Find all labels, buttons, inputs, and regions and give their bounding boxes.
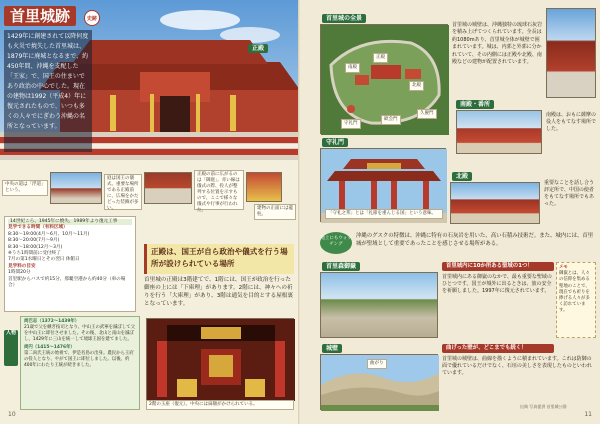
person1-name: 尚巴志（1372〜1439年） <box>24 319 80 324</box>
caption-shurei: 「守礼之邦」とは「礼節を重んじる国」という意味。 <box>325 209 443 219</box>
fee-title: 見学料の目安 <box>8 263 36 269</box>
title-badge: 史跡 <box>84 10 100 26</box>
person-box <box>20 316 140 410</box>
hokuden-label: 北殿 <box>452 172 472 181</box>
caption-kanshu: 庭は国王の儀式、重要な場所である正殿前に、広場をかたどった装飾が多い。 <box>104 174 142 210</box>
zentai-label: 首里城の全景 <box>322 14 366 23</box>
small-photo-1 <box>50 172 102 204</box>
small-photo-3 <box>246 172 282 202</box>
small-photo-2 <box>144 172 192 204</box>
zentai-text: 首里城の城壁は、沖縄独特の琉球石灰岩を積み上げてつくられています。全長は約1080mあり、首里城全体が城壁で囲まれています。城は、内郭と外郭に分かれていて、その内側には正殿や北殿、南殿などの建物が配置されています。 <box>452 22 543 66</box>
map-label-hokuden: 北殿 <box>409 81 424 91</box>
person-label: 人物 <box>4 330 18 366</box>
person1-text: 21歳で父を継ぎ按司となり、中山王の武寧を滅ぼして父を中山王に即位させました。その後、北山と南山を滅ぼし、1429年に三山を統一して琉球王国を建てました。 <box>24 325 135 342</box>
joheki-heading: 曲げった壁が、どこまでも続く！ <box>442 344 554 353</box>
section2-heading: 正殿は、国王が自ら政治や儀式を行う場所が設けられている場所 <box>144 244 294 274</box>
credit: 出典 写真提供 首里城公園 <box>520 404 567 409</box>
caption-ukimichi: 中央の道は「浮道」という。 <box>2 180 48 196</box>
caption-ryuchu: 建物の正面には龍柱。 <box>254 204 296 220</box>
nanden-label: 南殿・番所 <box>456 100 494 109</box>
joheki-label: 城壁 <box>322 344 342 353</box>
tips-text: 沖縄のグスクの特徴は、沖縄に特有の石灰岩を用いた、高い石積み技術だ。また、城内には、首里城が聖域として重要であったことを感じさせる場所がある。 <box>356 233 594 247</box>
person2-name: 尚円（1415〜1476年） <box>24 345 75 350</box>
top-right-photo <box>546 8 596 98</box>
page-title: 首里城跡 <box>4 6 76 26</box>
caption-throne: 2階の玉座（復元）。中央には扁額がかけられている。 <box>146 400 294 410</box>
access-info: 首里駅からバスで約15分、那覇空港から約40分（車の場合） <box>8 276 126 289</box>
info-date: 14世紀ころ、1945年に焼失、1989年より復元工事 <box>8 219 132 225</box>
closed-days: 7月の第1水曜日とその翌日 休館日 <box>8 257 80 263</box>
right-page <box>300 0 600 424</box>
shurei-label: 守礼門 <box>322 138 348 147</box>
hours-line: 8:30〜18:00(12月〜3月) <box>8 244 63 250</box>
hours-title: 見学できる時間（有料区域） <box>8 225 68 231</box>
person2-text: 第二尚氏王統の始祖で、伊是名島の出身。農民から王府の役人となり、やがて国王に即位しました。以後、約400年にわたり王統が続きました。 <box>24 351 134 368</box>
joheki-text: 首里城の城壁は、曲線を描くように積まれています。これは防御の面で優れているだけでなく、石垣の美しさを表現したものといわれています。 <box>442 356 592 377</box>
page-number-right: 11 <box>584 411 592 418</box>
map-label-seiden: 正殿 <box>373 53 388 63</box>
intro-text: 1429年に創建されて以降何度も火災で焼失した首里城は、1879年に廃城となるまで、約450年間、沖縄を支配した「王家」で、国王の住まいであり政治の中心でした。現在の建物は1992（平成4）年に復元されたもので、いつも多くの人々でにぎわう沖縄の名所となっています。 <box>4 30 92 152</box>
aerial-photo <box>320 24 448 134</box>
hokuden-photo <box>450 182 540 224</box>
hours-line: 8:30〜19:00(4月〜6月、10月〜11月) <box>8 231 90 237</box>
sonohyan-text: 首里城内にある御嶽のなかで、最も重要な聖域のひとつです。国王が城外に出るときは、旅の安全を祈願しました。1997年に復元されています。 <box>442 274 552 295</box>
map-label-shurei: 守礼門 <box>341 119 361 129</box>
page-number-left: 10 <box>8 411 16 418</box>
throne-photo <box>146 318 294 400</box>
hours-line: ※うち1時間前に受付終了 <box>8 251 61 257</box>
memo-box <box>556 262 596 338</box>
map-label-nanden: 南殿 <box>345 63 360 73</box>
map-label-kankai: 歓会門 <box>381 115 401 125</box>
info-box <box>4 216 136 312</box>
joheki-sub-label: 曲がり <box>367 359 387 369</box>
nanden-text: 南殿は、おもに薩摩の役人をもてなす場所でした。 <box>546 112 597 132</box>
section2-body: 首里城の正殿は3階建てで、1階には、国王が政治を行った御座の上には「下庫理」があります。2階には、神々への祈りを行う「大庫理」があり、3階は通気を目的とする屋根裏となっています。 <box>144 277 293 307</box>
memo-label: メモ <box>559 265 568 270</box>
hours-line: 8:30〜20:00(7月〜9月) <box>8 238 60 244</box>
nanden-photo <box>456 110 542 154</box>
fee-value: 1時間20分 <box>8 270 31 276</box>
seiden-label: 正殿 <box>248 44 268 53</box>
throne-illustration <box>147 319 295 401</box>
sonohyan-label: 首里森御嶽 <box>322 262 360 271</box>
sonohyan-photo <box>320 272 438 338</box>
map-label-kyukei: 久慶門 <box>417 109 437 119</box>
tips-tag: 地上にもウォッチング <box>320 232 352 254</box>
sonohyan-heading: 首里城内に10か所ある聖域の1つ！ <box>442 262 554 271</box>
shurei-photo <box>320 148 446 222</box>
joheki-photo <box>320 354 438 410</box>
memo-text: 御嶽とは、人々の信仰を集める聖地のことで、現在でも祈りを捧げる人々が多く訪れています。 <box>559 271 590 314</box>
hokuden-text: 重要なことを話し合う評定所で、中国の使者をもてなす場所でもあった。 <box>544 180 595 207</box>
caption-una: 正殿の前に広がるのは「御庭」。赤い線は儀式の際、役人が整列する位置を示すもので、ここで様々な儀式や行事が行われた。 <box>194 170 244 210</box>
